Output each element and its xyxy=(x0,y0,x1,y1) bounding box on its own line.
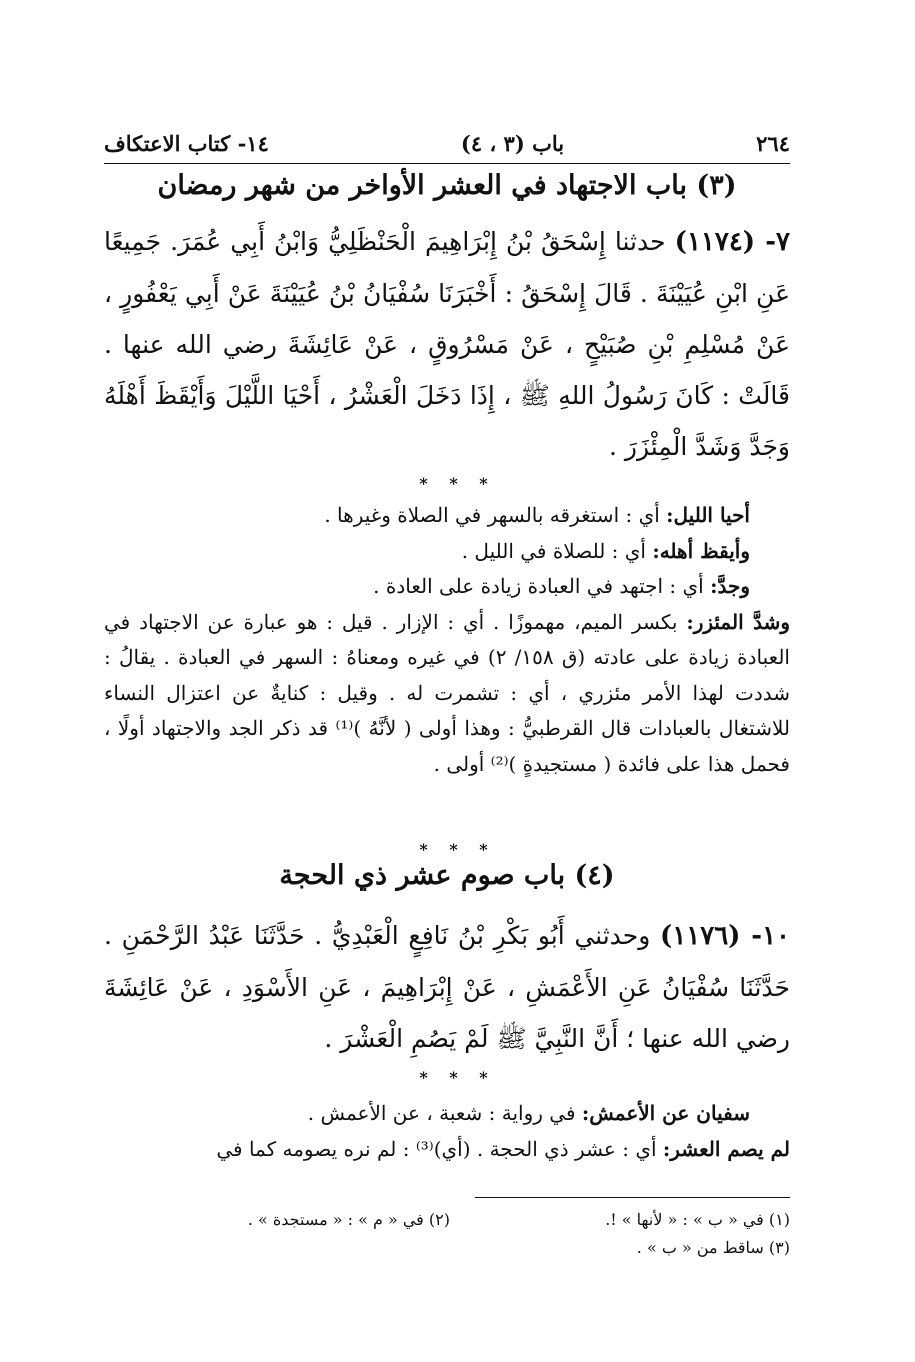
note-text: أي : عشر ذي الحجة . (أي)⁽³⁾ : لم نره يصومه كما في xyxy=(216,1136,663,1161)
note-term: سفيان عن الأعمش: xyxy=(581,1101,750,1125)
chapter-reference: باب (٣ ، ٤) xyxy=(460,130,565,156)
note-term: وشدَّ المئزر: xyxy=(686,609,791,634)
hadith-1176-text: وحدثني أَبُو بَكْرِ بْنُ نَافِعٍ الْعَبْدِيُّ . حَدَّثَنَا عَبْدُ الرَّحْمَنِ . حَدَّثَنَا سُفْيَانُ عَنِ الأَعْمَشِ ، عَنْ إِبْرَاهِيمَ ، عَنِ الأَسْوَدِ ، عَنْ عَائِشَةَ رضي الله عنها ؛ أَنَّ النَّبِيَّ ﷺ لَمْ يَصُمِ الْعَشْرَ . xyxy=(104,921,790,1053)
footnote-3: (٣) ساقط من « ب » . xyxy=(636,1238,790,1257)
hadith-1176 xyxy=(104,910,790,1064)
book-title: ١٤- كتاب الاعتكاف xyxy=(104,130,269,156)
hadith-1174-text: حدثنا إِسْحَقُ بْنُ إِبْرَاهِيمَ الْحَنْظَلِيُّ وَابْنُ أَبِي عُمَرَ. جَمِيعًا عَنِ ابْنِ عُيَيْنَةَ . قَالَ إِسْحَقُ : أَخْبَرَنَا سُفْيَانُ بْنُ عُيَيْنَةَ عَنْ أَبِي يَعْفُورٍ ، عَنْ مُسْلِمِ بْنِ صُبَيْحٍ ، عَنْ مَسْرُوقٍ ، عَنْ عَائِشَةَ رضي الله عنها . قَالَتْ : كَانَ رَسُولُ اللهِ ﷺ ، إِذَا دَخَلَ الْعَشْرُ ، أَحْيَا اللَّيْلَ وَأَيْقَظَ أَهْلَهُ وَجَدَّ وَشَدَّ الْمِئْزَرَ . xyxy=(104,227,790,461)
section-3-title: (٣) باب الاجتهاد في العشر الأواخر من شهر رمضان xyxy=(157,170,737,201)
page-header xyxy=(104,128,790,158)
header-divider xyxy=(104,163,790,164)
note-term: وأيقظ أهله: xyxy=(652,538,750,563)
footnote-row xyxy=(104,1234,790,1262)
hadith-1174 xyxy=(104,216,790,472)
separator-3: * * * xyxy=(419,1068,496,1087)
note-text: أي : للصلاة في الليل . xyxy=(461,538,653,563)
note-term: لم يصم العشر: xyxy=(662,1136,790,1161)
note-item xyxy=(104,498,790,534)
note-item xyxy=(104,605,790,783)
footnote-1: (١) في « ب » : « لأنها » !. xyxy=(605,1210,790,1229)
note-item xyxy=(104,534,790,570)
note-item xyxy=(104,1096,790,1132)
section-3-notes xyxy=(104,498,790,782)
separator-1: * * * xyxy=(419,474,496,493)
hadith-1176-number: ١٠- (١١٧٦) xyxy=(660,921,790,951)
page-number: ٢٦٤ xyxy=(756,130,790,156)
note-text: بكسر الميم، مهموزًا . أي : الإزار . قيل : هو عبارة عن الاجتهاد في العبادة زيادة على عادته (ق ١٥٨/ ٢) في غيره ومعناهُ : السهر في العبادة . يقالُ : شددت لهذا الأمر مئزري ، أي : تشمرت له . وقيل : كنايةٌ عن اعتزال النساء للاشتغال بالعبادات قال القرطبيُّ : وهذا أولى ( لأنَّهُ )⁽¹⁾ قد ذكر الجد والاجتهاد أولًا ، فحمل هذا على فائدة ( مستجيدةٍ )⁽²⁾ أولى . xyxy=(104,609,791,776)
section-4-title: (٤) باب صوم عشر ذي الحجة xyxy=(279,860,615,891)
note-item xyxy=(104,1132,790,1168)
note-text: أي : استغرقه بالسهر في الصلاة وغيرها . xyxy=(324,503,667,527)
note-text: أي : اجتهد في العبادة زيادة على العادة . xyxy=(373,574,711,598)
footnote-2: (٢) في « م » : « مستجدة » . xyxy=(247,1210,450,1229)
separator-2: * * * xyxy=(419,840,496,859)
note-term: أحيا الليل: xyxy=(666,503,750,527)
note-item xyxy=(104,569,790,605)
footnote-row xyxy=(104,1206,790,1234)
footnote-divider xyxy=(475,1197,790,1198)
note-term: وجدَّ: xyxy=(710,574,750,598)
footnotes xyxy=(104,1206,790,1262)
section-4-notes xyxy=(104,1096,790,1167)
note-text: في رواية : شعبة ، عن الأعمش . xyxy=(307,1101,582,1125)
hadith-1174-number: ٧- (١١٧٤) xyxy=(674,227,790,257)
